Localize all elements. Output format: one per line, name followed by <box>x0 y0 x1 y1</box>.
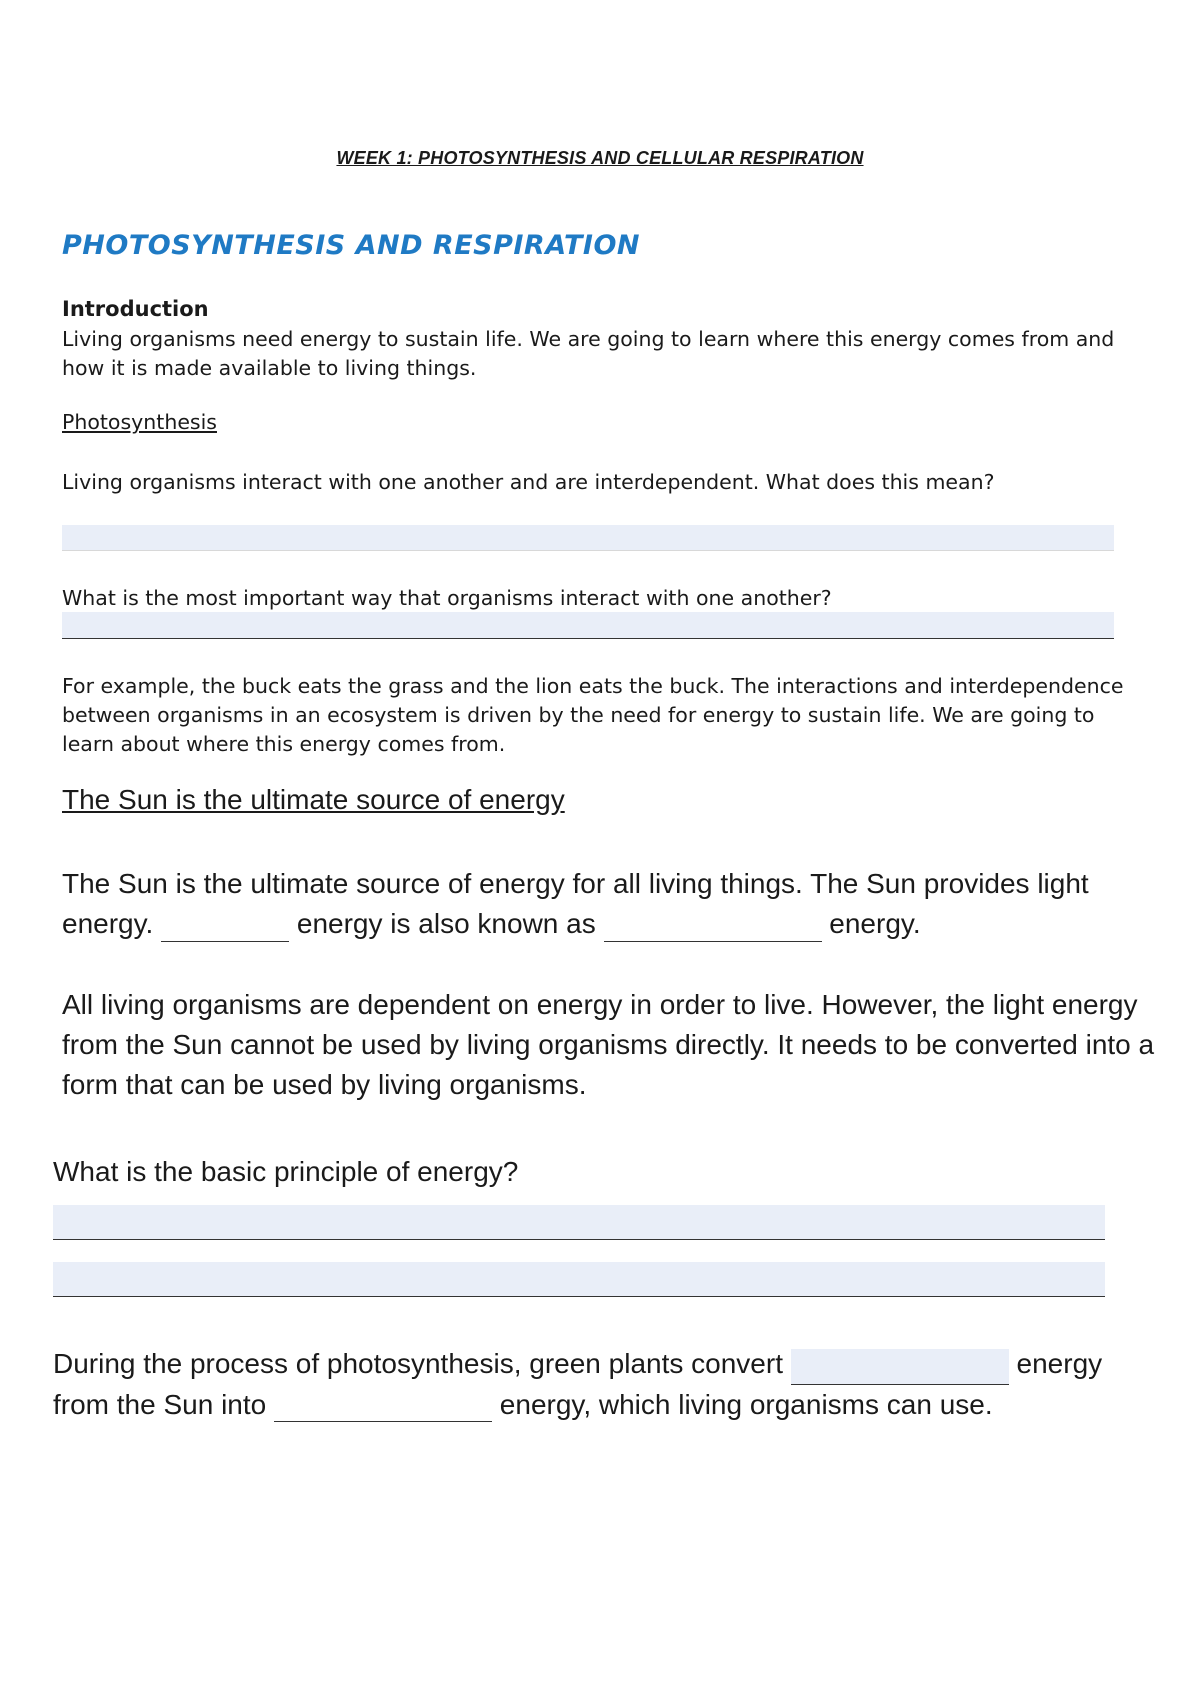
sun-section-heading: The Sun is the ultimate source of energy <box>62 784 565 815</box>
sun-paragraph-mid: energy is also known as <box>296 908 596 939</box>
blank-chemical-input[interactable] <box>274 1392 492 1422</box>
principle-question: What is the basic principle of energy? <box>53 1156 519 1187</box>
photosynthesis-subheading: Photosynthesis <box>62 410 217 434</box>
example-paragraph: For example, the buck eats the grass and the lion eats the buck. The interactions and interdependence between organisms in an ecosystem is driven by the need for energy to sustain life. We are going to learn about where this energy comes from. <box>62 674 1124 756</box>
dependence-paragraph: All living organisms are dependent on energy in order to live. However, the light energy from the Sun cannot be used by living organisms directly. It needs to be converted into a form that can be used by living organisms. <box>62 989 1155 1100</box>
introduction-heading: Introduction <box>62 297 209 321</box>
blank-light-input[interactable] <box>791 1349 1009 1385</box>
blank-light-energy-input[interactable] <box>161 912 289 942</box>
answer-interaction-input[interactable] <box>62 612 1114 639</box>
main-heading: PHOTOSYNTHESIS AND RESPIRATION <box>62 230 641 261</box>
sun-paragraph <box>62 864 1162 944</box>
principle-answer-line-2[interactable] <box>53 1262 1105 1297</box>
introduction-paragraph: Living organisms need energy to sustain life. We are going to learn where this energy comes from and how it is made available to living things. <box>62 327 1115 380</box>
process-text-1: During the process of photosynthesis, green plants convert <box>53 1348 783 1379</box>
question-interaction: What is the most important way that organisms interact with one another? <box>62 586 832 610</box>
principle-answer-line-1[interactable] <box>53 1205 1105 1240</box>
answer-interdependent-input[interactable] <box>62 525 1114 551</box>
process-text-2: energy from the Sun into <box>53 1348 1103 1420</box>
sun-paragraph-start: The Sun is the ultimate source of energy for all living things. The Sun provides light energy. <box>62 868 1089 939</box>
question-interdependent: Living organisms interact with one another and are interdependent. What does this mean? <box>62 470 995 494</box>
process-text-3: energy, which living organisms can use. <box>499 1388 993 1420</box>
process-paragraph <box>53 1344 1163 1425</box>
sun-paragraph-end: energy. <box>829 908 921 939</box>
blank-also-known-input[interactable] <box>604 912 822 942</box>
week-title: WEEK 1: PHOTOSYNTHESIS AND CELLULAR RESPIRATION <box>336 148 864 168</box>
